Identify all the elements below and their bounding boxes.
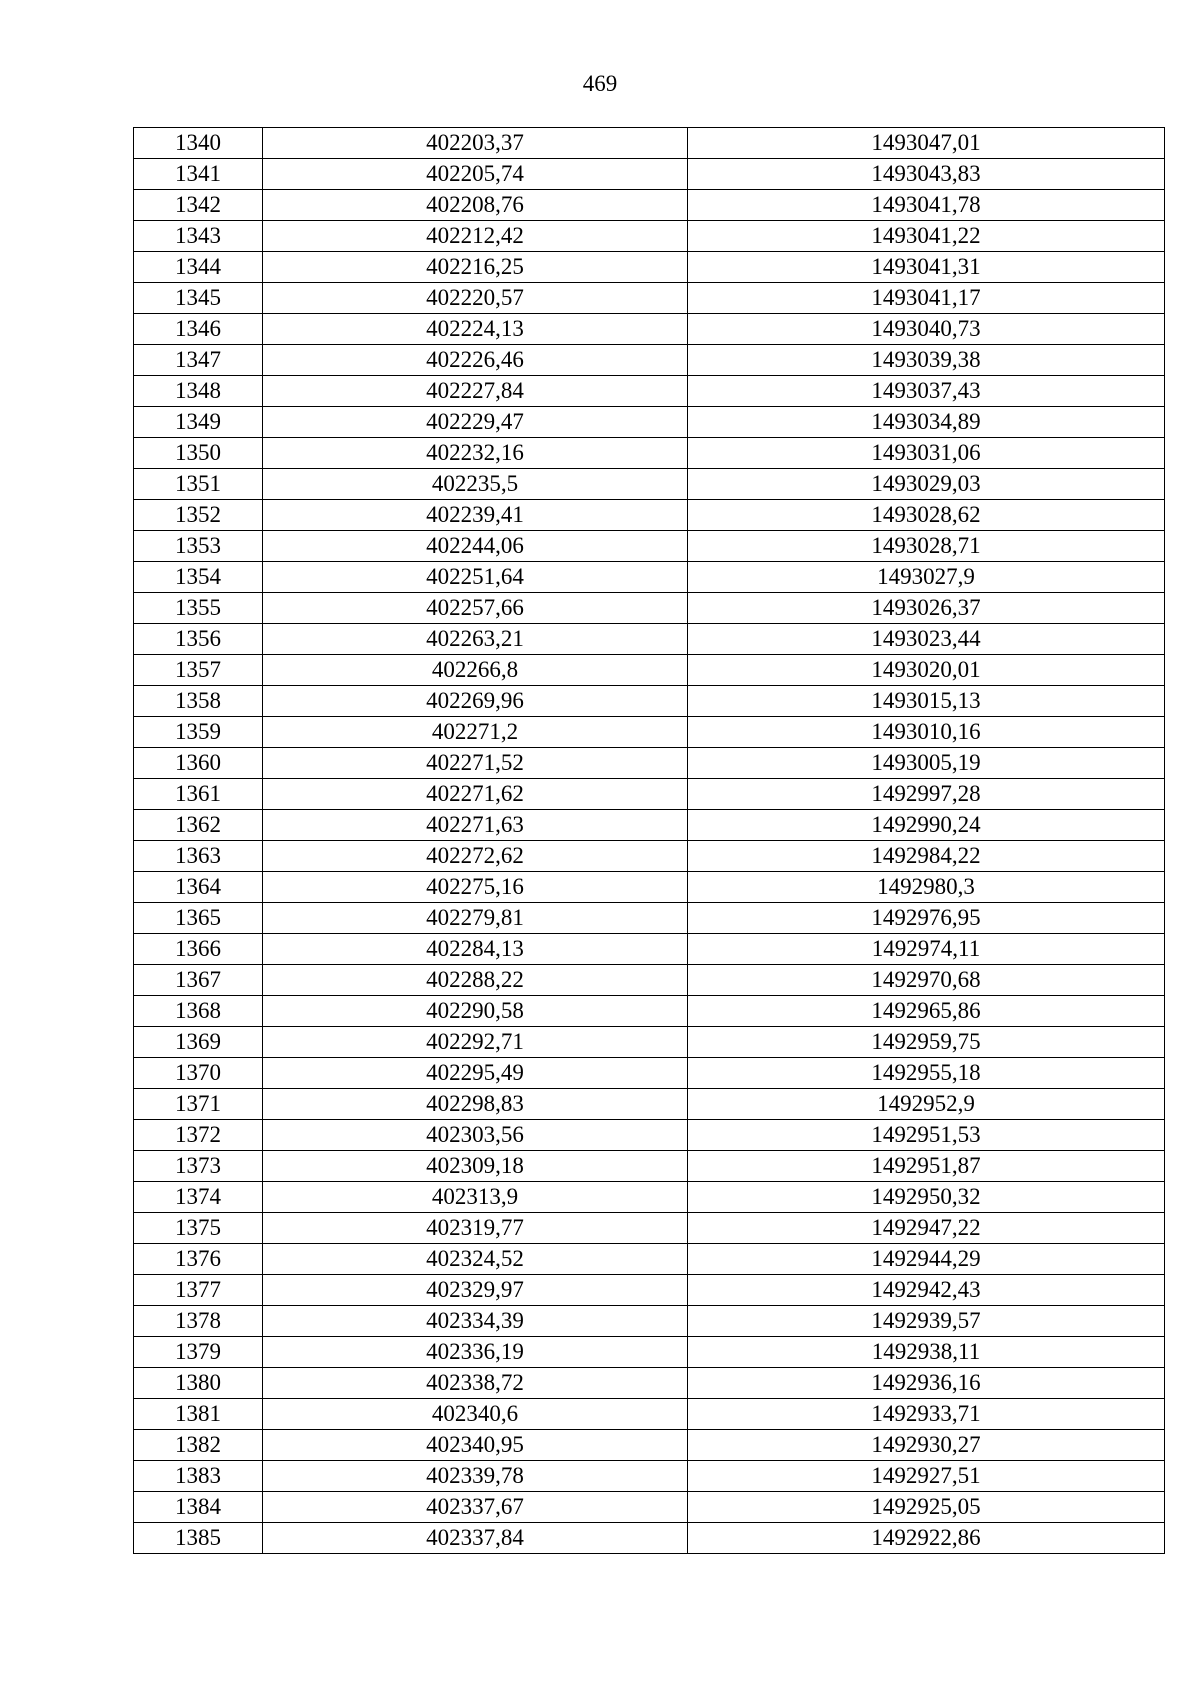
table-row: [134, 1399, 1165, 1430]
point-number-cell: 1341: [134, 159, 263, 190]
y-coordinate-cell: 1492952,9: [688, 1089, 1165, 1120]
table-row: [134, 1461, 1165, 1492]
point-number-cell: 1365: [134, 903, 263, 934]
y-coordinate-cell: 1492938,11: [688, 1337, 1165, 1368]
y-coordinate-cell: 1492930,27: [688, 1430, 1165, 1461]
x-coordinate-cell: 402232,16: [263, 438, 688, 469]
point-number-cell: 1348: [134, 376, 263, 407]
point-number-cell: 1356: [134, 624, 263, 655]
point-number-cell: 1358: [134, 686, 263, 717]
table-row: [134, 159, 1165, 190]
x-coordinate-cell: 402251,64: [263, 562, 688, 593]
x-coordinate-cell: 402229,47: [263, 407, 688, 438]
x-coordinate-cell: 402272,62: [263, 841, 688, 872]
x-coordinate-cell: 402284,13: [263, 934, 688, 965]
point-number-cell: 1373: [134, 1151, 263, 1182]
table-row: [134, 841, 1165, 872]
table-row: [134, 469, 1165, 500]
y-coordinate-cell: 1493047,01: [688, 128, 1165, 159]
y-coordinate-cell: 1492922,86: [688, 1523, 1165, 1554]
table-row: [134, 1027, 1165, 1058]
table-row: [134, 500, 1165, 531]
point-number-cell: 1342: [134, 190, 263, 221]
y-coordinate-cell: 1493043,83: [688, 159, 1165, 190]
y-coordinate-cell: 1492959,75: [688, 1027, 1165, 1058]
point-number-cell: 1353: [134, 531, 263, 562]
table-row: [134, 1244, 1165, 1275]
y-coordinate-cell: 1493020,01: [688, 655, 1165, 686]
y-coordinate-cell: 1492933,71: [688, 1399, 1165, 1430]
x-coordinate-cell: 402257,66: [263, 593, 688, 624]
x-coordinate-cell: 402239,41: [263, 500, 688, 531]
y-coordinate-cell: 1493031,06: [688, 438, 1165, 469]
point-number-cell: 1369: [134, 1027, 263, 1058]
page-number: 469: [582, 71, 618, 96]
x-coordinate-cell: 402271,62: [263, 779, 688, 810]
x-coordinate-cell: 402266,8: [263, 655, 688, 686]
coordinates-table-body: [134, 128, 1165, 1554]
point-number-cell: 1346: [134, 314, 263, 345]
point-number-cell: 1371: [134, 1089, 263, 1120]
table-row: [134, 1430, 1165, 1461]
x-coordinate-cell: 402336,19: [263, 1337, 688, 1368]
point-number-cell: 1375: [134, 1213, 263, 1244]
x-coordinate-cell: 402208,76: [263, 190, 688, 221]
point-number-cell: 1366: [134, 934, 263, 965]
table-row: [134, 1306, 1165, 1337]
y-coordinate-cell: 1493015,13: [688, 686, 1165, 717]
table-row: [134, 1523, 1165, 1554]
table-row: [134, 190, 1165, 221]
point-number-cell: 1380: [134, 1368, 263, 1399]
point-number-cell: 1347: [134, 345, 263, 376]
y-coordinate-cell: 1493010,16: [688, 717, 1165, 748]
x-coordinate-cell: 402263,21: [263, 624, 688, 655]
y-coordinate-cell: 1492984,22: [688, 841, 1165, 872]
x-coordinate-cell: 402275,16: [263, 872, 688, 903]
table-row: [134, 438, 1165, 469]
point-number-cell: 1362: [134, 810, 263, 841]
point-number-cell: 1367: [134, 965, 263, 996]
point-number-cell: 1364: [134, 872, 263, 903]
point-number-cell: 1345: [134, 283, 263, 314]
x-coordinate-cell: 402309,18: [263, 1151, 688, 1182]
y-coordinate-cell: 1492980,3: [688, 872, 1165, 903]
x-coordinate-cell: 402244,06: [263, 531, 688, 562]
table-row: [134, 1275, 1165, 1306]
point-number-cell: 1357: [134, 655, 263, 686]
table-row: [134, 128, 1165, 159]
table-row: [134, 314, 1165, 345]
y-coordinate-cell: 1493028,71: [688, 531, 1165, 562]
point-number-cell: 1360: [134, 748, 263, 779]
x-coordinate-cell: 402224,13: [263, 314, 688, 345]
y-coordinate-cell: 1492939,57: [688, 1306, 1165, 1337]
table-row: [134, 593, 1165, 624]
y-coordinate-cell: 1492990,24: [688, 810, 1165, 841]
table-row: [134, 1089, 1165, 1120]
y-coordinate-cell: 1492955,18: [688, 1058, 1165, 1089]
point-number-cell: 1354: [134, 562, 263, 593]
point-number-cell: 1372: [134, 1120, 263, 1151]
y-coordinate-cell: 1493027,9: [688, 562, 1165, 593]
x-coordinate-cell: 402226,46: [263, 345, 688, 376]
y-coordinate-cell: 1492951,87: [688, 1151, 1165, 1182]
y-coordinate-cell: 1492950,32: [688, 1182, 1165, 1213]
coordinates-table: [133, 127, 1165, 1554]
y-coordinate-cell: 1492976,95: [688, 903, 1165, 934]
x-coordinate-cell: 402319,77: [263, 1213, 688, 1244]
point-number-cell: 1377: [134, 1275, 263, 1306]
point-number-cell: 1340: [134, 128, 263, 159]
table-row: [134, 345, 1165, 376]
point-number-cell: 1343: [134, 221, 263, 252]
point-number-cell: 1368: [134, 996, 263, 1027]
x-coordinate-cell: 402235,5: [263, 469, 688, 500]
table-row: [134, 1182, 1165, 1213]
point-number-cell: 1363: [134, 841, 263, 872]
table-row: [134, 531, 1165, 562]
x-coordinate-cell: 402227,84: [263, 376, 688, 407]
point-number-cell: 1351: [134, 469, 263, 500]
x-coordinate-cell: 402269,96: [263, 686, 688, 717]
y-coordinate-cell: 1493028,62: [688, 500, 1165, 531]
point-number-cell: 1361: [134, 779, 263, 810]
point-number-cell: 1349: [134, 407, 263, 438]
y-coordinate-cell: 1493041,22: [688, 221, 1165, 252]
y-coordinate-cell: 1492997,28: [688, 779, 1165, 810]
y-coordinate-cell: 1492970,68: [688, 965, 1165, 996]
y-coordinate-cell: 1493023,44: [688, 624, 1165, 655]
point-number-cell: 1350: [134, 438, 263, 469]
table-row: [134, 407, 1165, 438]
table-row: [134, 1151, 1165, 1182]
table-row: [134, 1368, 1165, 1399]
table-row: [134, 717, 1165, 748]
point-number-cell: 1384: [134, 1492, 263, 1523]
table-row: [134, 1337, 1165, 1368]
table-row: [134, 996, 1165, 1027]
table-row: [134, 1492, 1165, 1523]
table-row: [134, 810, 1165, 841]
y-coordinate-cell: 1493005,19: [688, 748, 1165, 779]
point-number-cell: 1379: [134, 1337, 263, 1368]
x-coordinate-cell: 402292,71: [263, 1027, 688, 1058]
table-row: [134, 903, 1165, 934]
x-coordinate-cell: 402339,78: [263, 1461, 688, 1492]
y-coordinate-cell: 1493029,03: [688, 469, 1165, 500]
table-row: [134, 562, 1165, 593]
x-coordinate-cell: 402329,97: [263, 1275, 688, 1306]
x-coordinate-cell: 402324,52: [263, 1244, 688, 1275]
x-coordinate-cell: 402212,42: [263, 221, 688, 252]
x-coordinate-cell: 402313,9: [263, 1182, 688, 1213]
point-number-cell: 1378: [134, 1306, 263, 1337]
x-coordinate-cell: 402288,22: [263, 965, 688, 996]
y-coordinate-cell: 1493041,78: [688, 190, 1165, 221]
table-row: [134, 1213, 1165, 1244]
point-number-cell: 1383: [134, 1461, 263, 1492]
x-coordinate-cell: 402338,72: [263, 1368, 688, 1399]
table-row: [134, 748, 1165, 779]
y-coordinate-cell: 1492936,16: [688, 1368, 1165, 1399]
x-coordinate-cell: 402290,58: [263, 996, 688, 1027]
x-coordinate-cell: 402279,81: [263, 903, 688, 934]
y-coordinate-cell: 1493026,37: [688, 593, 1165, 624]
y-coordinate-cell: 1492927,51: [688, 1461, 1165, 1492]
y-coordinate-cell: 1492947,22: [688, 1213, 1165, 1244]
table-row: [134, 1120, 1165, 1151]
point-number-cell: 1344: [134, 252, 263, 283]
table-row: [134, 965, 1165, 996]
y-coordinate-cell: 1492974,11: [688, 934, 1165, 965]
table-row: [134, 872, 1165, 903]
y-coordinate-cell: 1492944,29: [688, 1244, 1165, 1275]
table-row: [134, 655, 1165, 686]
y-coordinate-cell: 1493041,17: [688, 283, 1165, 314]
x-coordinate-cell: 402340,6: [263, 1399, 688, 1430]
table-row: [134, 934, 1165, 965]
x-coordinate-cell: 402303,56: [263, 1120, 688, 1151]
table-row: [134, 779, 1165, 810]
x-coordinate-cell: 402203,37: [263, 128, 688, 159]
y-coordinate-cell: 1493039,38: [688, 345, 1165, 376]
point-number-cell: 1376: [134, 1244, 263, 1275]
point-number-cell: 1370: [134, 1058, 263, 1089]
y-coordinate-cell: 1493041,31: [688, 252, 1165, 283]
x-coordinate-cell: 402334,39: [263, 1306, 688, 1337]
x-coordinate-cell: 402271,63: [263, 810, 688, 841]
x-coordinate-cell: 402337,84: [263, 1523, 688, 1554]
x-coordinate-cell: 402205,74: [263, 159, 688, 190]
y-coordinate-cell: 1493037,43: [688, 376, 1165, 407]
x-coordinate-cell: 402220,57: [263, 283, 688, 314]
x-coordinate-cell: 402271,2: [263, 717, 688, 748]
y-coordinate-cell: 1492951,53: [688, 1120, 1165, 1151]
point-number-cell: 1374: [134, 1182, 263, 1213]
y-coordinate-cell: 1492942,43: [688, 1275, 1165, 1306]
point-number-cell: 1355: [134, 593, 263, 624]
x-coordinate-cell: 402340,95: [263, 1430, 688, 1461]
table-row: [134, 252, 1165, 283]
x-coordinate-cell: 402337,67: [263, 1492, 688, 1523]
table-row: [134, 376, 1165, 407]
y-coordinate-cell: 1492965,86: [688, 996, 1165, 1027]
y-coordinate-cell: 1492925,05: [688, 1492, 1165, 1523]
point-number-cell: 1385: [134, 1523, 263, 1554]
table-row: [134, 1058, 1165, 1089]
y-coordinate-cell: 1493040,73: [688, 314, 1165, 345]
y-coordinate-cell: 1493034,89: [688, 407, 1165, 438]
x-coordinate-cell: 402271,52: [263, 748, 688, 779]
table-row: [134, 221, 1165, 252]
table-row: [134, 686, 1165, 717]
table-row: [134, 624, 1165, 655]
x-coordinate-cell: 402216,25: [263, 252, 688, 283]
point-number-cell: 1381: [134, 1399, 263, 1430]
point-number-cell: 1359: [134, 717, 263, 748]
x-coordinate-cell: 402295,49: [263, 1058, 688, 1089]
table-row: [134, 283, 1165, 314]
x-coordinate-cell: 402298,83: [263, 1089, 688, 1120]
point-number-cell: 1382: [134, 1430, 263, 1461]
point-number-cell: 1352: [134, 500, 263, 531]
